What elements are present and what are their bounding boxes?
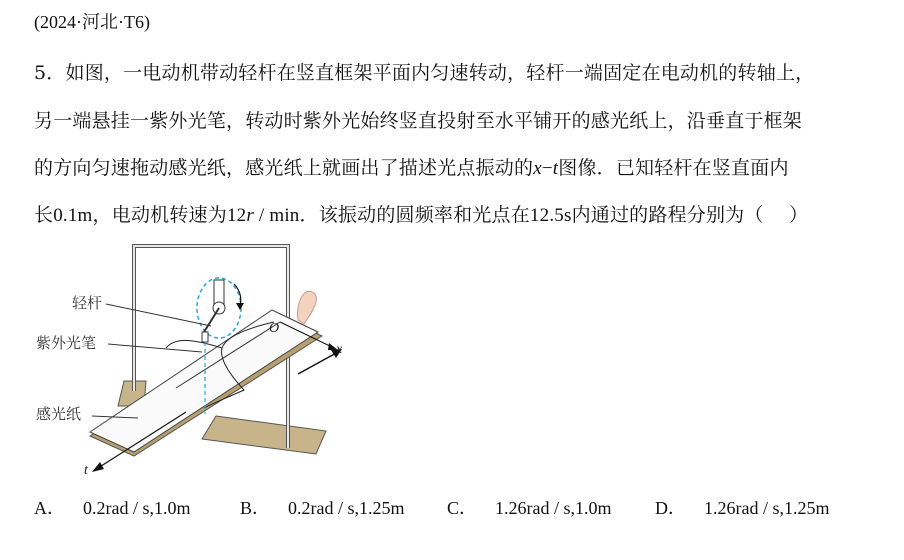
rod-length: 0.1m [53, 205, 93, 226]
motor-speed: 12 [226, 205, 247, 226]
option-d[interactable] [655, 494, 830, 520]
pen-leader [108, 344, 202, 352]
option-b[interactable] [240, 494, 405, 520]
option-b-key: B． [240, 498, 271, 518]
uv-pen [202, 332, 208, 342]
light-rod [204, 308, 219, 332]
question-line-1 [34, 58, 814, 85]
option-a-value: 0.2rad / s,1.0m [83, 498, 191, 518]
hand-icon [297, 291, 316, 324]
question-text-4a: 长 [34, 204, 54, 226]
label-rod: 轻杆 [72, 294, 103, 312]
question-text-4d: 内通过的路程分别为（ ） [571, 204, 809, 226]
option-a-key: A． [34, 498, 65, 518]
question-number: 5． [34, 62, 66, 84]
t-axis-arrow [92, 462, 104, 472]
option-c[interactable] [447, 494, 612, 520]
rod-leader [106, 304, 211, 326]
label-origin: O [269, 321, 280, 336]
option-d-key: D． [655, 498, 686, 518]
var-t: t [552, 158, 559, 179]
speed-unit: / min [253, 205, 300, 226]
option-a[interactable] [34, 494, 191, 520]
option-c-key: C． [447, 498, 478, 518]
rotation-arrow-head [236, 303, 244, 310]
question-text-3a: 的方向匀速拖动感光纸，感光纸上就画出了描述光点振动的 [34, 157, 534, 179]
var-r: r [246, 205, 254, 226]
right-base-board [202, 416, 326, 454]
label-pen: 紫外光笔 [36, 334, 97, 352]
option-d-value: 1.26rad / s,1.25m [704, 498, 830, 518]
question-line-3 [34, 153, 789, 180]
question-text-1: 如图，一电动机带动轻杆在竖直框架平面内匀速转动，轻杆一端固定在电动机的转轴上， [65, 62, 815, 84]
question-text-4b: ，电动机转速为 [92, 204, 227, 226]
question-line-2: 另一端悬挂一紫外光笔，转动时紫外光始终竖直投射至水平铺开的感光纸上，沿垂直于框架 [34, 110, 803, 132]
question-text-4c: ．该振动的圆频率和光点在 [299, 204, 530, 226]
option-c-value: 1.26rad / s,1.0m [495, 498, 612, 518]
sine-trace-2 [166, 340, 222, 348]
label-x: x [336, 342, 343, 357]
question-source: (2024·河北·T6) [34, 12, 150, 32]
apparatus-figure [26, 236, 366, 484]
duration: 12.5s [529, 205, 572, 226]
question-line-4 [34, 200, 808, 227]
label-paper: 感光纸 [36, 405, 82, 423]
var-x: x [533, 158, 542, 179]
drag-arrow [298, 352, 338, 374]
question-text-3b: 图像．已知轻杆在竖直面内 [558, 157, 789, 179]
dash: − [541, 158, 553, 179]
label-t: t [84, 463, 88, 478]
option-b-value: 0.2rad / s,1.25m [288, 498, 405, 518]
